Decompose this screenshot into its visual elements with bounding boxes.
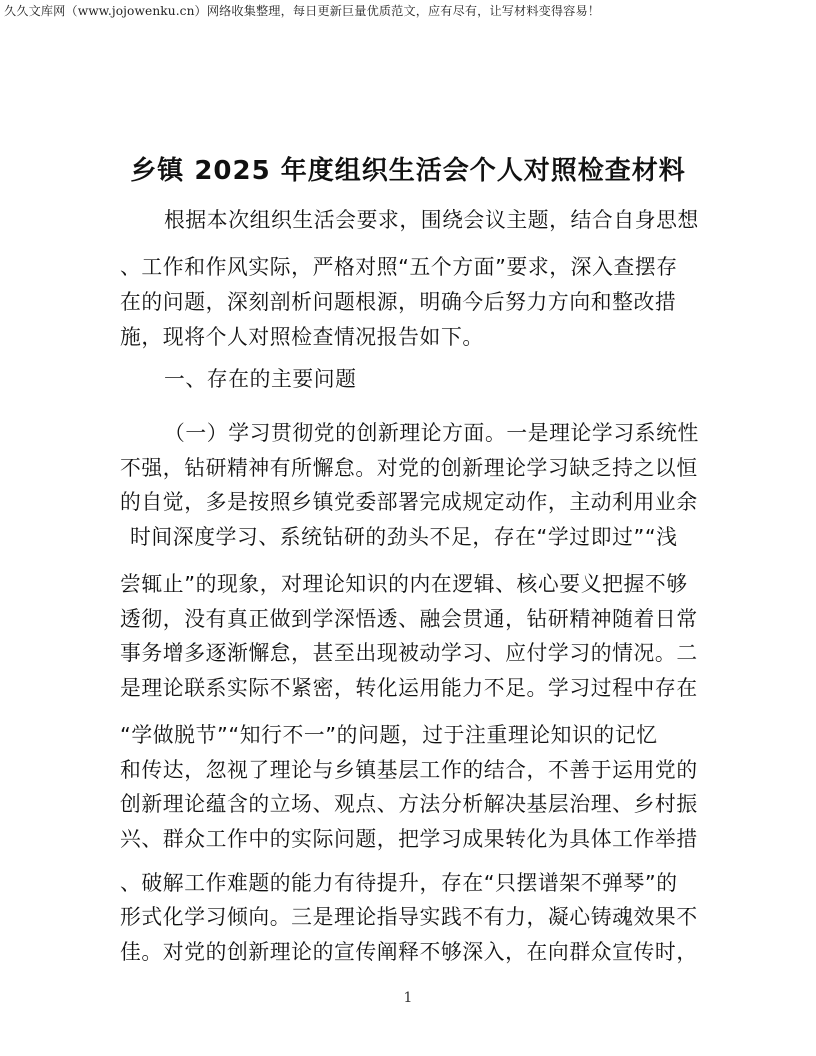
header-note: 久久文库网（www.jojowenku.cn）网络收集整理，每日更新巨量优质范文，应有尽有，让写材料变得容易！ <box>4 4 601 18</box>
body-line: 时间深度学习、系统钻研的劲头不足，存在“学过即过”“浅 <box>130 525 678 549</box>
body-line: 尝辄止”的现象，对理论知识的内在逻辑、核心要义把握不够 <box>120 572 688 596</box>
section-heading: 一、存在的主要问题 <box>164 367 357 391</box>
body-line: 形式化学习倾向。三是理论指导实践不有力，凝心铸魂效果不 <box>120 905 698 929</box>
body-line: 透彻，没有真正做到学深悟透、融会贯通，钻研精神随着日常 <box>120 607 698 631</box>
body-line: 是理论联系实际不紧密，转化运用能力不足。学习过程中存在 <box>120 676 698 700</box>
body-line: 在的问题，深刻剖析问题根源，明确今后努力方向和整改措 <box>120 290 677 314</box>
body-line: 不强，钻研精神有所懈怠。对党的创新理论学习缺乏持之以恒 <box>120 456 698 480</box>
body-line: “学做脱节”“知行不一”的问题，过于注重理论知识的记忆 <box>120 723 658 747</box>
document-title: 乡镇 2025 年度组织生活会个人对照检查材料 <box>130 156 686 186</box>
body-line: 和传达，忽视了理论与乡镇基层工作的结合，不善于运用党的 <box>120 758 698 782</box>
body-line: 施，现将个人对照检查情况报告如下。 <box>120 325 484 349</box>
body-line: 根据本次组织生活会要求，围绕会议主题，结合自身思想 <box>164 208 699 232</box>
body-line: 创新理论蕴含的立场、观点、方法分析解决基层治理、乡村振 <box>120 792 698 816</box>
body-line: 的自觉，多是按照乡镇党委部署完成规定动作，主动利用业余 <box>120 490 698 514</box>
body-line: 、工作和作风实际，严格对照“五个方面”要求，深入查摆存 <box>120 255 678 279</box>
body-line: 、破解工作难题的能力有待提升，存在“只摆谱架不弹琴”的 <box>120 871 678 895</box>
body-line: 兴、群众工作中的实际问题，把学习成果转化为具体工作举措 <box>120 827 698 851</box>
body-line: （一）学习贯彻党的创新理论方面。一是理论学习系统性 <box>164 421 699 445</box>
body-line: 佳。对党的创新理论的宣传阐释不够深入，在向群众宣传时， <box>120 940 698 964</box>
page-number: 1 <box>403 990 413 1006</box>
body-line: 事务增多逐渐懈怠，甚至出现被动学习、应付学习的情况。二 <box>120 641 698 665</box>
